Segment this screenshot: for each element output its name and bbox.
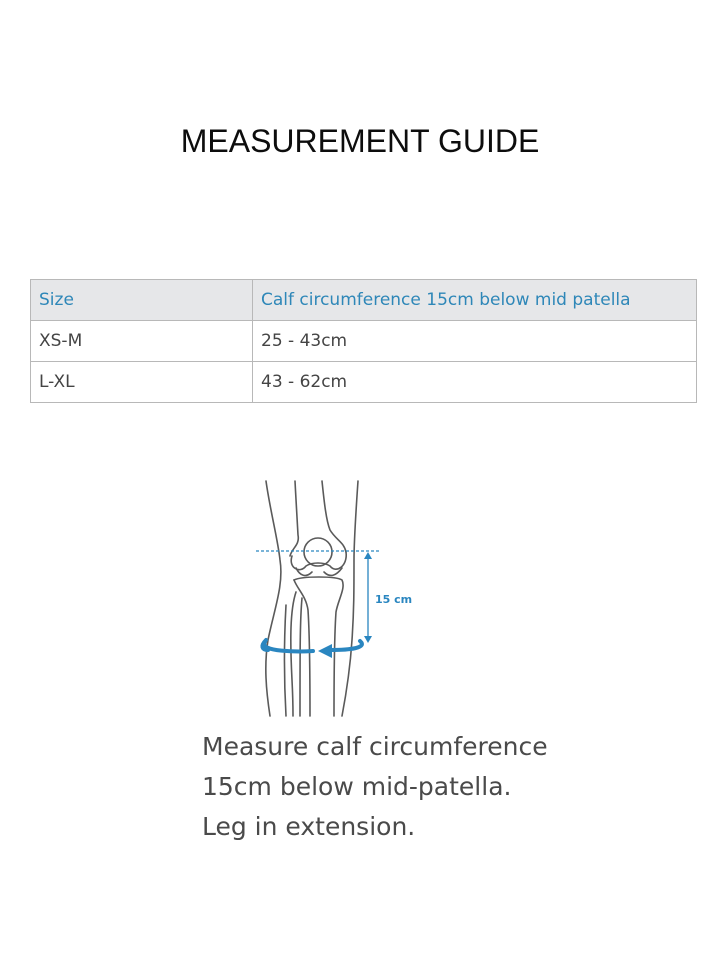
- knee-measurement-diagram: [240, 470, 440, 720]
- table-row: [31, 362, 697, 403]
- cell-range: 25 - 43cm: [253, 321, 697, 362]
- measurement-label: 15 cm: [375, 593, 413, 606]
- header-size: Size: [31, 280, 253, 321]
- arrowhead-icon: [318, 644, 332, 658]
- caption-line: Measure calf circumference: [202, 732, 548, 761]
- cell-size: XS-M: [31, 321, 253, 362]
- cell-range: 43 - 62cm: [253, 362, 697, 403]
- dimension-arrow-icon: [364, 552, 372, 643]
- page-title: MEASUREMENT GUIDE: [180, 123, 540, 159]
- circumference-arrow-icon: [262, 640, 362, 651]
- size-table: [30, 279, 697, 403]
- table-header-row: [31, 280, 697, 321]
- leg-outline-icon: [266, 481, 358, 716]
- header-calf-circumference: Calf circumference 15cm below mid patella: [253, 280, 697, 321]
- caption-line: Leg in extension.: [202, 812, 416, 841]
- measurement-instructions: [202, 727, 548, 847]
- cell-size: L-XL: [31, 362, 253, 403]
- caption-line: 15cm below mid-patella.: [202, 772, 512, 801]
- table-row: [31, 321, 697, 362]
